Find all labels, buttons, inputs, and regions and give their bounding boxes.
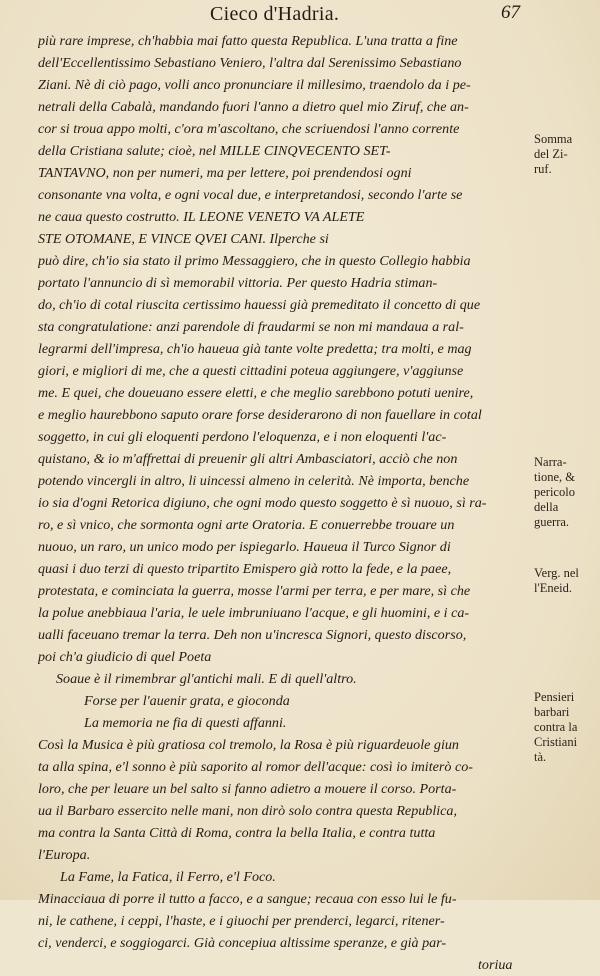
margin-note-line: l'Eneid.	[534, 581, 573, 595]
catchword: toriua	[478, 957, 513, 973]
text-line: Così la Musica è più gratiosa col tremolo, la Rosa è più riguardeuole giun	[38, 737, 459, 753]
text-line: della Cristiana salute; cioè, nel MILLE CINQVECENTO SET-	[38, 143, 391, 159]
text-line: cor si troua appo molti, c'ora m'ascoltano, che scriuendosi l'anno corrente	[38, 121, 460, 137]
margin-note-line: Narra-	[534, 455, 567, 469]
verse-line: Soaue è il rimembrar gl'antichi mali. E di quell'altro.	[56, 671, 357, 687]
margin-note-line: della	[534, 500, 559, 514]
text-line: e meglio haurebbono saputo orare forse desiderarono di non fauellare in cotal	[38, 407, 482, 423]
text-line: netrali della Cabalà, mandando fuori l'anno a dietro quel mio Ziruf, che an-	[38, 99, 469, 115]
running-head: Cieco d'Hadria.	[210, 3, 340, 25]
text-line: ne caua questo costrutto. IL LEONE VENETO VA ALETE	[38, 209, 365, 225]
margin-note-line: guerra.	[534, 515, 570, 529]
main-text-block	[38, 30, 528, 976]
margin-note-line: Somma	[534, 132, 573, 146]
margin-note-line: barbari	[534, 705, 570, 719]
margin-note-line: contra la	[534, 720, 578, 734]
text-line: protestata, e cominciata la guerra, mosse l'armi per terra, e per mare, sì che	[38, 583, 471, 599]
verse-line: La Fame, la Fatica, il Ferro, e'l Foco.	[60, 869, 276, 885]
verse-line: La memoria ne fia di questi affanni.	[84, 715, 287, 731]
margin-note-line: tione, &	[534, 470, 575, 484]
text-line: ua il Barbaro essercito nelle mani, non dirò solo contra questa Republica,	[38, 803, 457, 819]
margin-note-line: Verg. nel	[534, 566, 579, 580]
margin-note-line: tà.	[534, 750, 547, 764]
margin-note	[534, 690, 598, 765]
margin-note-line: del Zi-	[534, 147, 568, 161]
text-line: nuouo, un raro, un unico modo per ispiegarlo. Haueua il Turco Signor di	[38, 539, 451, 555]
margin-note-line: ruf.	[534, 162, 552, 176]
text-line: Ziani. Nè di ciò pago, volli anco pronunciare il millesimo, traendolo da i pe-	[38, 77, 471, 93]
text-line: giori, e migliori di me, che a questi cittadini poteua aggiungere, v'aggiunse	[38, 363, 464, 379]
text-line: ci, venderci, e soggiogarci. Già concepiua altissime speranze, e già par-	[38, 935, 447, 951]
text-line: potendo vincergli in altro, li uincessi almeno in celerità. Nè importa, benche	[38, 473, 470, 489]
text-line: Minacciaua di porre il tutto a facco, e a sangue; recaua con esso lui le fu-	[38, 891, 457, 907]
text-line: ta alla spina, e'l sonno è più saporito al romor dell'acque: così io imiterò co-	[38, 759, 473, 775]
text-line: do, ch'io di cotal riuscita certissimo hauessi già premeditato il concetto di que	[38, 297, 481, 313]
text-line: più rare imprese, ch'habbia mai fatto questa Republica. L'una tratta a fine	[38, 33, 458, 49]
text-line: me. E quei, che doueuano essere eletti, e che meglio sarebbono potuti uenire,	[38, 385, 474, 401]
margin-note-line: Cristiani	[534, 735, 578, 749]
margin-note-line: pericolo	[534, 485, 575, 499]
text-line: ualli faceuano tremar la terra. Deh non u'incresca Signori, questo discorso,	[38, 627, 467, 643]
text-line: dell'Eccellentissimo Sebastiano Veniero, l'altra dal Serenissimo Sebastiano	[38, 55, 462, 71]
text-line: ma contra la Santa Città di Roma, contra la bella Italia, e contra tutta	[38, 825, 436, 841]
text-line: può dire, ch'io sia stato il primo Messaggiero, che in questo Collegio habbia	[38, 253, 471, 269]
text-line: la polue anebbiaua l'aria, le uele imbruniuano l'acque, e gli huomini, e i ca-	[38, 605, 470, 621]
text-line: portato l'annuncio di sì memorabil vittoria. Per questo Hadria stiman-	[38, 275, 438, 291]
text-line: ro, e sì vnico, che sormonta ogni arte Oratoria. E conuerrebbe trouare un	[38, 517, 455, 533]
text-line: legrarmi dell'impresa, ch'io haueua già tante volte predetta; tra molti, e mag	[38, 341, 472, 357]
text-line: quasi i duo terzi di questo tripartito Emispero già rotto la fede, e la paee,	[38, 561, 452, 577]
text-line: io sia d'ogni Retorica digiuno, che ogni modo questo soggetto è sì nuouo, sì ra-	[38, 495, 487, 511]
text-line: ni, le cathene, i ceppi, l'haste, e i giuochi per prenderci, legarci, ritener-	[38, 913, 445, 929]
page-number: 67	[501, 2, 520, 23]
margin-note-line: Pensieri	[534, 690, 575, 704]
margin-note	[534, 132, 598, 177]
text-line: l'Europa.	[38, 847, 91, 863]
text-line: sta congratulatione: anzi parendole di fraudarmi se non mi mandaua a ral-	[38, 319, 464, 335]
text-line: TANTAVNO, non per numeri, ma per lettere, poi prendendosi ogni	[38, 165, 412, 181]
text-line: poi ch'a giudicio di quel Poeta	[38, 649, 212, 665]
text-line: STE OTOMANE, E VINCE QVEI CANI. Ilperche si	[38, 231, 329, 247]
text-line: consonante vna volta, e ogni vocal due, e interpretandosi, secondo l'arte se	[38, 187, 463, 203]
margin-note	[534, 566, 598, 596]
text-line: quistano, & io m'affrettai di preuenir gli altri Ambasciatori, acciò che non	[38, 451, 458, 467]
verse-line: Forse per l'auenir grata, e gioconda	[84, 693, 290, 709]
text-line: soggetto, in cui gli eloquenti perdono l'eloquenza, e i non eloquenti l'ac-	[38, 429, 447, 445]
text-line: loro, che per leuare un bel salto si fanno adietro a mouere il corso. Porta-	[38, 781, 457, 797]
margin-note	[534, 455, 598, 530]
